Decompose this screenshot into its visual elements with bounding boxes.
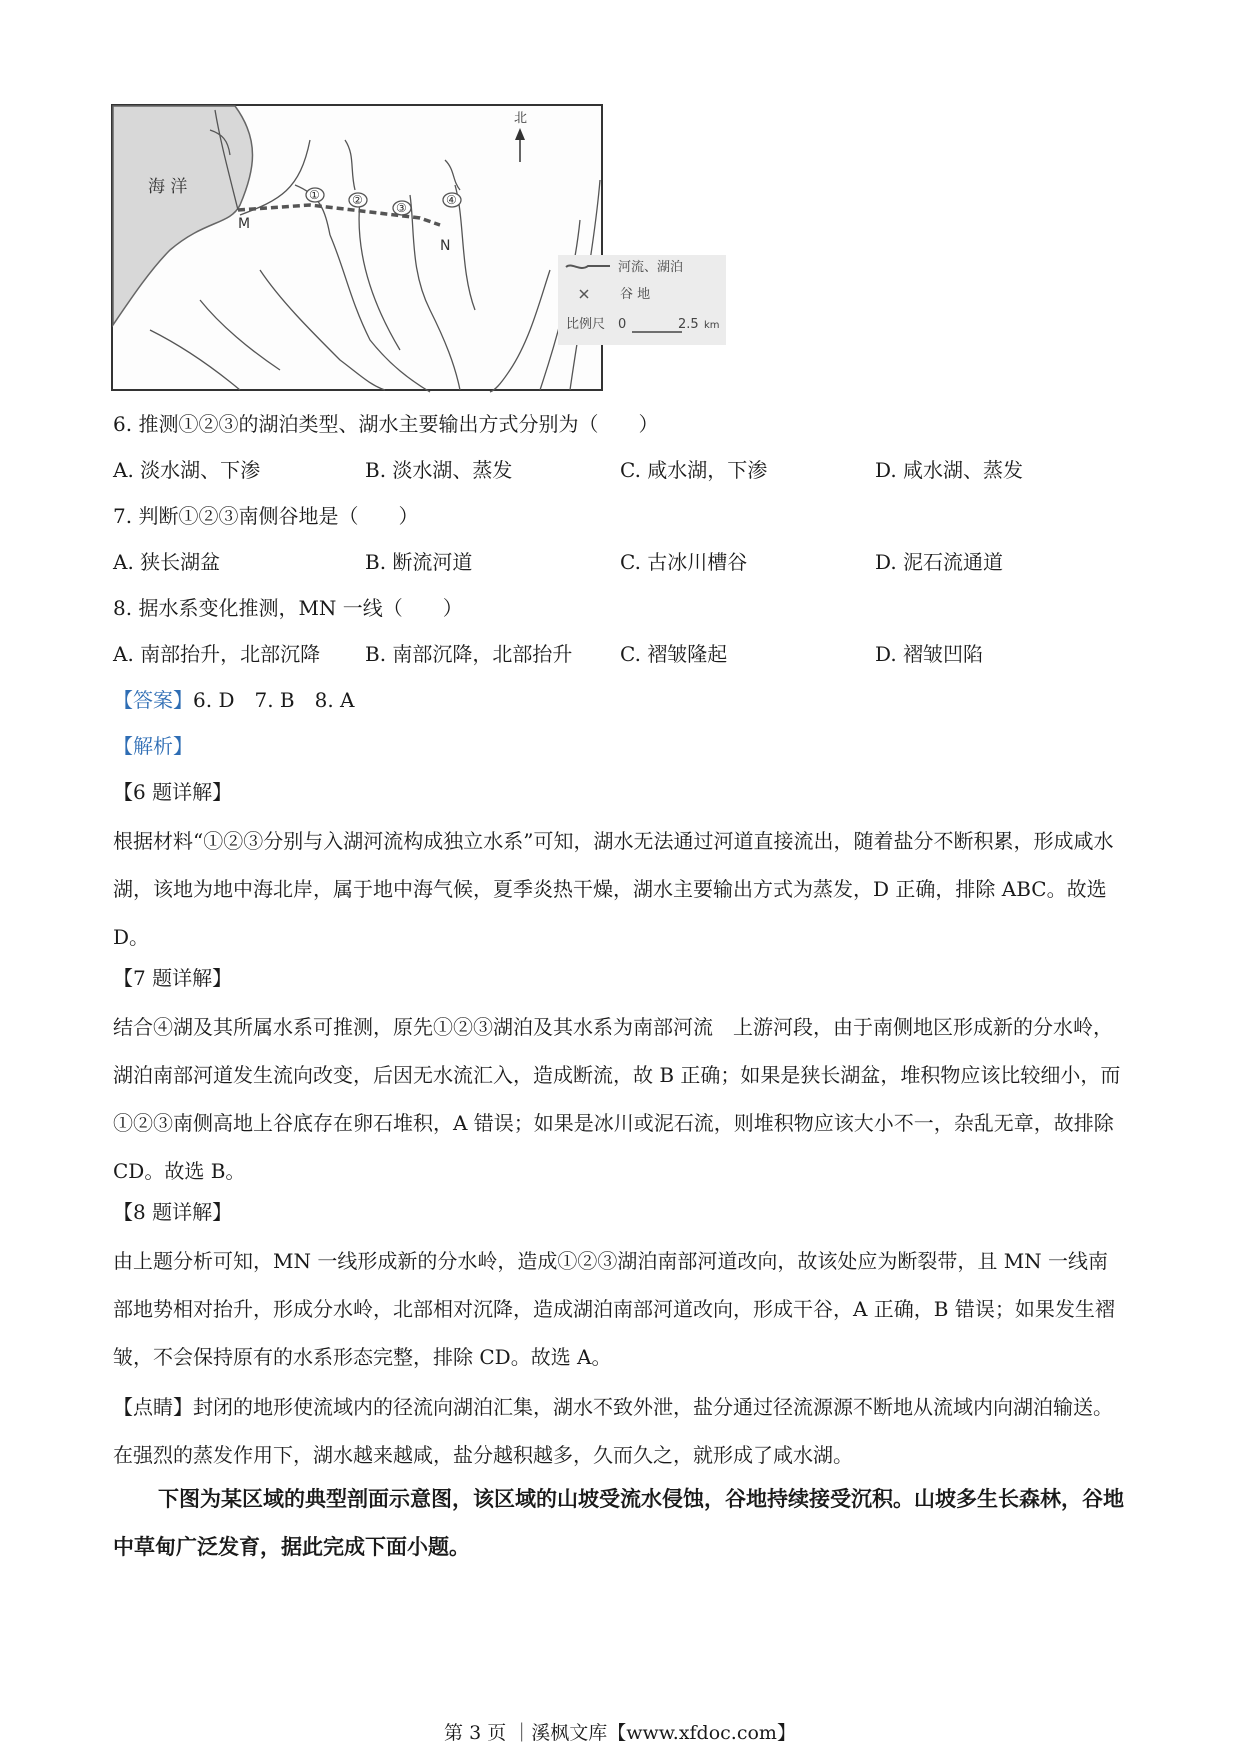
legend-valley-label: 谷 地 (620, 287, 651, 302)
analysis-label: 【解析】 (113, 734, 193, 758)
point-m-label: M (238, 216, 251, 232)
scale-start: 0 (618, 317, 627, 332)
legend-scale-label: 比例尺 (566, 317, 606, 332)
question-7-option-b: B. 断流河道 (365, 550, 473, 574)
detail-8-heading: 【8 题详解】 (113, 1200, 233, 1224)
question-8-option-c: C. 褶皱隆起 (620, 642, 728, 666)
question-7-option-d: D. 泥石流通道 (875, 550, 1004, 574)
tip-label: 【点睛】 (113, 1395, 193, 1419)
detail-6-text: 根据材料“①②③分别与入湖河流构成独立水系”可知，湖水无法通过河道直接流出，随着盐分不断积累，形成咸水湖，该地为地中海北岸，属于地中海气候，夏季炎热干燥，湖水主要输出方式为蒸发，D 正确，排除 ABC。故选 D。 (113, 829, 1114, 949)
tip-paragraph (113, 1383, 1123, 1479)
question-8-option-b: B. 南部沉降，北部抬升 (365, 642, 573, 666)
point-n-label: N (440, 238, 451, 254)
scale-end: 2.5 (678, 317, 699, 332)
detail-7-text: 结合④湖及其所属水系可推测，原先①②③湖泊及其水系为南部河流 上游河段，由于南侧地区形成新的分水岭，湖泊南部河道发生流向改变，后因无水流汇入，造成断流，故 B 正确；如果是狭长湖盆，堆积物应该比较细小，而①②③南侧高地上谷底存在卵石堆积，A 错误；如果是冰川或泥石流，则堆积物应该大小不一，杂乱无章，故排除 CD。故选 B。 (113, 1015, 1121, 1183)
question-6-option-b: B. 淡水湖、蒸发 (365, 458, 513, 482)
next-section-intro: 下图为某区域的典型剖面示意图，该区域的山坡受流水侵蚀，谷地持续接受沉积。山坡多生长森林，谷地中草甸广泛发育，据此完成下面小题。 (113, 1487, 1124, 1559)
answer-line (113, 685, 355, 715)
question-6-option-d: D. 咸水湖、蒸发 (875, 458, 1024, 482)
question-7-option-c: C. 古冰川槽谷 (620, 550, 748, 574)
detail-7-heading: 【7 题详解】 (113, 966, 233, 990)
river-lake-map (110, 100, 830, 400)
question-7-option-a: A. 狭长湖盆 (113, 550, 221, 574)
detail-6-heading: 【6 题详解】 (113, 780, 233, 804)
answer-label: 【答案】 (113, 688, 193, 712)
lake-label-2: ② (352, 193, 363, 207)
page-footer: 第 3 页 ｜溪枫文库【www.xfdoc.com】 (444, 1722, 796, 1744)
question-8-option-d: D. 褶皱凹陷 (875, 642, 984, 666)
ocean-label: 海 洋 (148, 177, 188, 197)
detail-8-text: 由上题分析可知，MN 一线形成新的分水岭，造成①②③湖泊南部河道改向，故该处应为断裂带，且 MN 一线南部地势相对抬升，形成分水岭，北部相对沉降，造成湖泊南部河道改向，形成干谷，A 正确，B 错误；如果发生褶皱，不会保持原有的水系形态完整，排除 CD。故选 A。 (113, 1249, 1115, 1369)
question-6-stem: 6. 推测①②③的湖泊类型、湖水主要输出方式分别为（ ） (113, 412, 659, 436)
north-label: 北 (514, 111, 528, 126)
lake-label-3: ③ (396, 201, 407, 215)
tip-text: 封闭的地形使流域内的径流向湖泊汇集，湖水不致外泄，盐分通过径流源源不断地从流域内向湖泊输送。在强烈的蒸发作用下，湖水越来越咸，盐分越积越多，久而久之，就形成了咸水湖。 (113, 1395, 1113, 1467)
question-7-stem: 7. 判断①②③南侧谷地是（ ） (113, 504, 419, 528)
question-8-option-a: A. 南部抬升，北部沉降 (113, 642, 321, 666)
question-8-stem: 8. 据水系变化推测，MN 一线（ ） (113, 596, 463, 620)
scale-unit: km (704, 320, 720, 331)
question-6-option-c: C. 咸水湖，下渗 (620, 458, 768, 482)
lake-label-4: ④ (446, 193, 457, 207)
answer-text: 6. D 7. B 8. A (193, 688, 355, 712)
legend-river-label: 河流、湖泊 (618, 260, 684, 275)
question-6-option-a: A. 淡水湖、下渗 (113, 458, 261, 482)
lake-label-1: ① (309, 188, 320, 202)
